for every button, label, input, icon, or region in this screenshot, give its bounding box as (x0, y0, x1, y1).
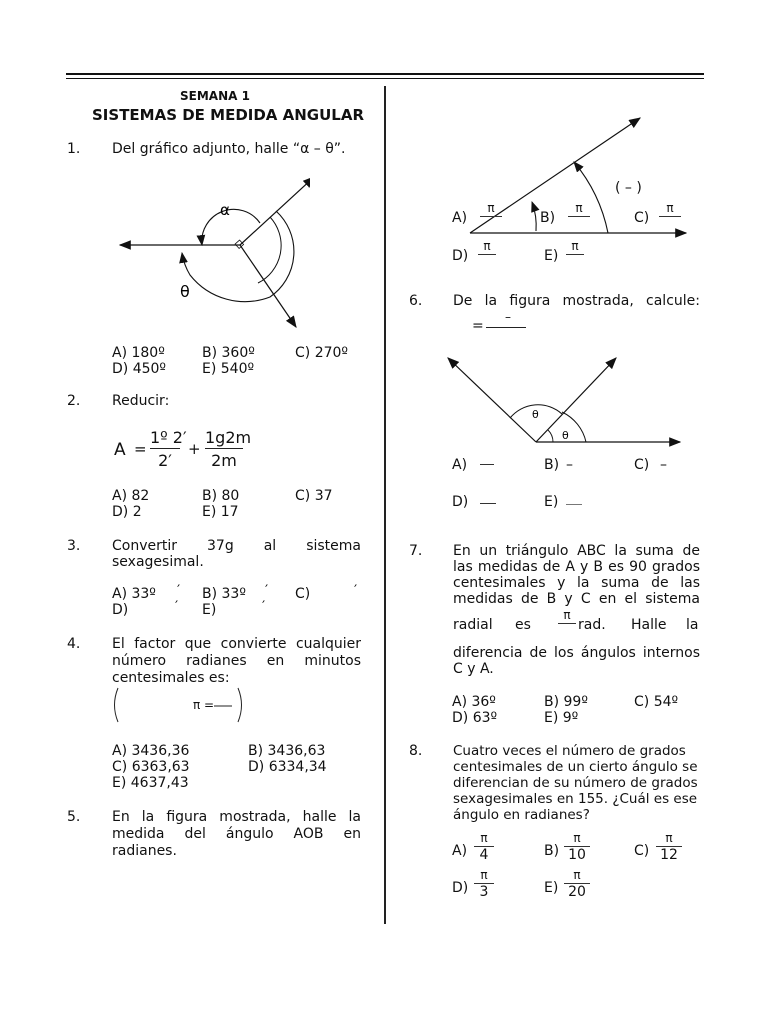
q8-option-e[interactable]: E) (544, 880, 559, 896)
q7-option-a[interactable]: A) 36º (452, 694, 496, 710)
q8-option-b-frac: π 10 (564, 832, 590, 863)
q1-alpha-label: α (220, 201, 230, 219)
q3-option-e-prime: ′ (262, 599, 266, 615)
q6-option-e-frac (566, 504, 582, 505)
q6-option-e[interactable]: E) (544, 494, 559, 510)
q7-line4: medidas de B y C en el sistema (453, 591, 700, 607)
q6-option-c-dash: – (660, 457, 667, 473)
q6-number: 6. (409, 293, 423, 309)
q2-option-a[interactable]: A) 82 (112, 488, 150, 504)
q6-option-d[interactable]: D) (452, 494, 469, 510)
page-title: SISTEMAS DE MEDIDA ANGULAR (92, 106, 365, 124)
q3-option-a-prime: ′ (177, 583, 181, 599)
q5-option-a-frac: π (480, 202, 502, 218)
q7-line1: En un triángulo ABC la suma de (453, 543, 700, 559)
q8-line2: centesimales de un cierto ángulo se (453, 759, 698, 775)
q4-line1: El factor que convierte cualquier (112, 636, 361, 652)
q7-rad-frac: π (558, 609, 576, 625)
q7-halle-word: Halle (631, 617, 667, 633)
q6-text: De la figura mostrada, calcule: (453, 293, 700, 309)
q1-option-a[interactable]: A) 180º (112, 345, 165, 361)
q2-frac1-bar (150, 448, 180, 449)
q4-bracket-expression (110, 686, 250, 724)
q1-option-d[interactable]: D) 450º (112, 361, 167, 377)
q3-line1 (112, 538, 361, 554)
q5-option-b-frac: π (568, 202, 590, 218)
q6-option-a-frac (480, 464, 494, 465)
top-rule (66, 73, 704, 75)
q3-option-d[interactable]: D) (112, 602, 129, 618)
q8-option-a[interactable]: A) (452, 843, 468, 859)
q1-option-e[interactable]: E) 540º (202, 361, 255, 377)
q7-line5: diferencia de los ángulos internos (453, 645, 700, 661)
q2-formula-lhs: A (114, 440, 126, 460)
q1-theta-label: θ (180, 282, 190, 301)
q5-option-c[interactable]: C) (634, 210, 650, 226)
q7-option-e[interactable]: E) 9º (544, 710, 579, 726)
top-rule-thin (66, 78, 704, 79)
q3-word: Convertir (112, 538, 178, 554)
q5-option-e[interactable]: E) (544, 248, 559, 264)
q2-number: 2. (67, 393, 81, 409)
q8-option-d[interactable]: D) (452, 880, 469, 896)
q2-formula-eq: = (134, 440, 147, 458)
q7-radial-word: radial (453, 617, 493, 633)
q2-frac2-num: 1g2m (205, 428, 252, 447)
q8-option-b[interactable]: B) (544, 843, 560, 859)
q4-option-d[interactable]: D) 6334,34 (248, 759, 327, 775)
q1-option-c[interactable]: C) 270º (295, 345, 349, 361)
q2-frac2-bar (205, 448, 243, 449)
q8-number: 8. (409, 743, 423, 759)
q2-option-b[interactable]: B) 80 (202, 488, 240, 504)
q3-word: 37g (207, 538, 234, 554)
q1-text: Del gráfico adjunto, halle “α – θ”. (112, 141, 346, 157)
q8-option-c-frac: π 12 (656, 832, 682, 863)
week-label: SEMANA 1 (180, 89, 250, 103)
q6-option-b-dash: – (566, 457, 573, 473)
q5-option-b[interactable]: B) (540, 210, 556, 226)
q2-option-e[interactable]: E) 17 (202, 504, 239, 520)
q3-option-c-prime: ′ (354, 583, 358, 599)
q3-line2: sexagesimal. (112, 554, 204, 570)
q3-option-c[interactable]: C) (295, 586, 311, 602)
q6-theta-top: θ (532, 408, 539, 421)
q4-option-b[interactable]: B) 3436,63 (248, 743, 326, 759)
column-divider (384, 86, 386, 924)
q5-number: 5. (67, 809, 81, 825)
q8-line3: diferencian de su número de grados (453, 775, 698, 791)
q7-option-d[interactable]: D) 63º (452, 710, 498, 726)
q1-number: 1. (67, 141, 81, 157)
q7-line2: las medidas de A y B es 90 grados (453, 559, 700, 575)
q7-line6: C y A. (453, 661, 494, 677)
q6-figure (438, 350, 688, 450)
q8-option-c[interactable]: C) (634, 843, 650, 859)
q7-es-word: es (515, 617, 531, 633)
q6-minus: – (505, 310, 511, 324)
q6-option-b[interactable]: B) (544, 457, 560, 473)
q7-la-word: la (686, 617, 699, 633)
q6-theta-right: θ (562, 429, 569, 442)
q5-line3: radianes. (112, 843, 177, 859)
q2-option-d[interactable]: D) 2 (112, 504, 142, 520)
q6-eq: = (472, 318, 484, 334)
q4-pi-eq: π = (193, 698, 215, 712)
q1-option-b[interactable]: B) 360º (202, 345, 255, 361)
q5-line2: medida del ángulo AOB en (112, 826, 361, 842)
q7-option-c[interactable]: C) 54º (634, 694, 679, 710)
q5-option-c-frac: π (659, 202, 681, 218)
q4-option-c[interactable]: C) 6363,63 (112, 759, 190, 775)
q5-option-d[interactable]: D) (452, 248, 469, 264)
q5-option-a[interactable]: A) (452, 210, 468, 226)
q4-option-e[interactable]: E) 4637,43 (112, 775, 189, 791)
q4-option-a[interactable]: A) 3436,36 (112, 743, 190, 759)
q3-word: al (263, 538, 277, 554)
q6-option-a[interactable]: A) (452, 457, 468, 473)
q7-number: 7. (409, 543, 423, 559)
q4-line3: centesimales es: (112, 670, 230, 686)
q3-word: sistema (306, 538, 361, 554)
q7-option-b[interactable]: B) 99º (544, 694, 588, 710)
q5-option-d-frac: π (478, 240, 496, 256)
q2-frac1-num: 1º 2′ (150, 428, 187, 447)
q3-option-b[interactable]: B) 33º (202, 586, 246, 602)
q3-option-e[interactable]: E) (202, 602, 217, 618)
q6-frac-bar (486, 327, 526, 328)
q3-number: 3. (67, 538, 81, 554)
q7-rad-word: rad. (578, 617, 606, 633)
q8-line5: ángulo en radianes? (453, 807, 590, 823)
q8-line1: Cuatro veces el número de grados (453, 743, 686, 759)
q3-option-d-prime: ′ (175, 599, 179, 615)
q3-option-a[interactable]: A) 33º (112, 586, 156, 602)
q5-line1: En la figura mostrada, halle la (112, 809, 361, 825)
q3-option-b-prime: ′ (265, 583, 269, 599)
q2-frac2-den: 2m (211, 451, 237, 470)
q6-option-c[interactable]: C) (634, 457, 650, 473)
q6-option-d-frac (480, 503, 496, 504)
q8-line4: sexagesimales en 155. ¿Cuál es ese (453, 791, 698, 807)
q8-option-a-frac: π 4 (474, 832, 494, 863)
q2-option-c[interactable]: C) 37 (295, 488, 333, 504)
q5-option-e-frac: π (566, 240, 584, 256)
q1-figure (110, 165, 310, 340)
q2-frac1-den: 2′ (158, 451, 172, 470)
q5-figure-label: ( – ) (615, 180, 642, 196)
q4-number: 4. (67, 636, 81, 652)
q2-text: Reducir: (112, 393, 170, 409)
q4-line2: número radianes en minutos (112, 653, 361, 669)
q2-formula-plus: + (188, 440, 201, 458)
q7-line3: centesimales y la suma de las (453, 575, 700, 591)
q8-option-e-frac: π 20 (564, 869, 590, 900)
q8-option-d-frac: π 3 (474, 869, 494, 900)
q5-figure (440, 110, 700, 245)
